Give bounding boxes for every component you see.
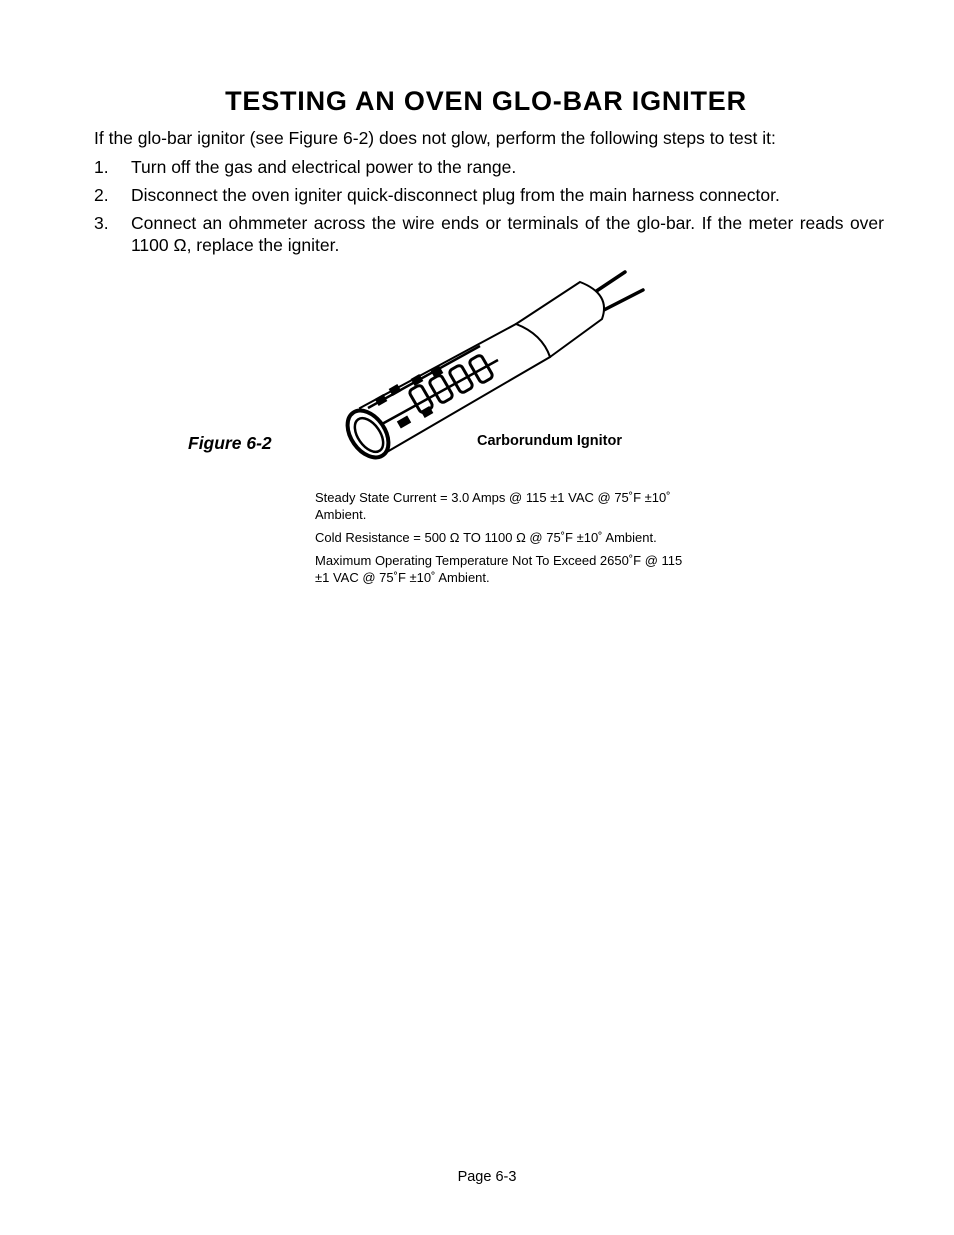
spec-current: Steady State Current = 3.0 Amps @ 115 ±1 VAC @ 75˚F ±10˚ Ambient.	[315, 490, 671, 522]
step-number: 2.	[94, 185, 109, 205]
step-text: Disconnect the oven igniter quick-disconnect plug from the main harness connector.	[131, 185, 780, 205]
specifications	[315, 489, 700, 592]
figure-caption: Carborundum Ignitor	[477, 433, 622, 449]
step-number: 1.	[94, 157, 109, 177]
spec-resistance: Cold Resistance = 500 Ω TO 1100 Ω @ 75˚F ±10˚ Ambient.	[315, 530, 657, 545]
spec-temperature: Maximum Operating Temperature Not To Exceed 2650˚F @ 115 ±1 VAC @ 75˚F ±10˚ Ambient.	[315, 553, 683, 585]
figure-label: Figure 6-2	[188, 433, 272, 453]
page-number: Page 6-3	[457, 1169, 517, 1185]
step-text: Connect an ohmmeter across the wire ends or terminals of the glo-bar. If the meter reads over 1100 Ω, replace the igniter.	[131, 213, 884, 255]
step-3	[94, 212, 884, 256]
intro-paragraph: If the glo-bar ignitor (see Figure 6-2) does not glow, perform the following steps to test it:	[94, 128, 776, 148]
step-1	[94, 156, 884, 178]
step-2	[94, 184, 884, 206]
step-text: Turn off the gas and electrical power to the range.	[131, 157, 517, 177]
page-title: TESTING AN OVEN GLO-BAR IGNITER	[225, 86, 747, 116]
step-number: 3.	[94, 213, 109, 233]
